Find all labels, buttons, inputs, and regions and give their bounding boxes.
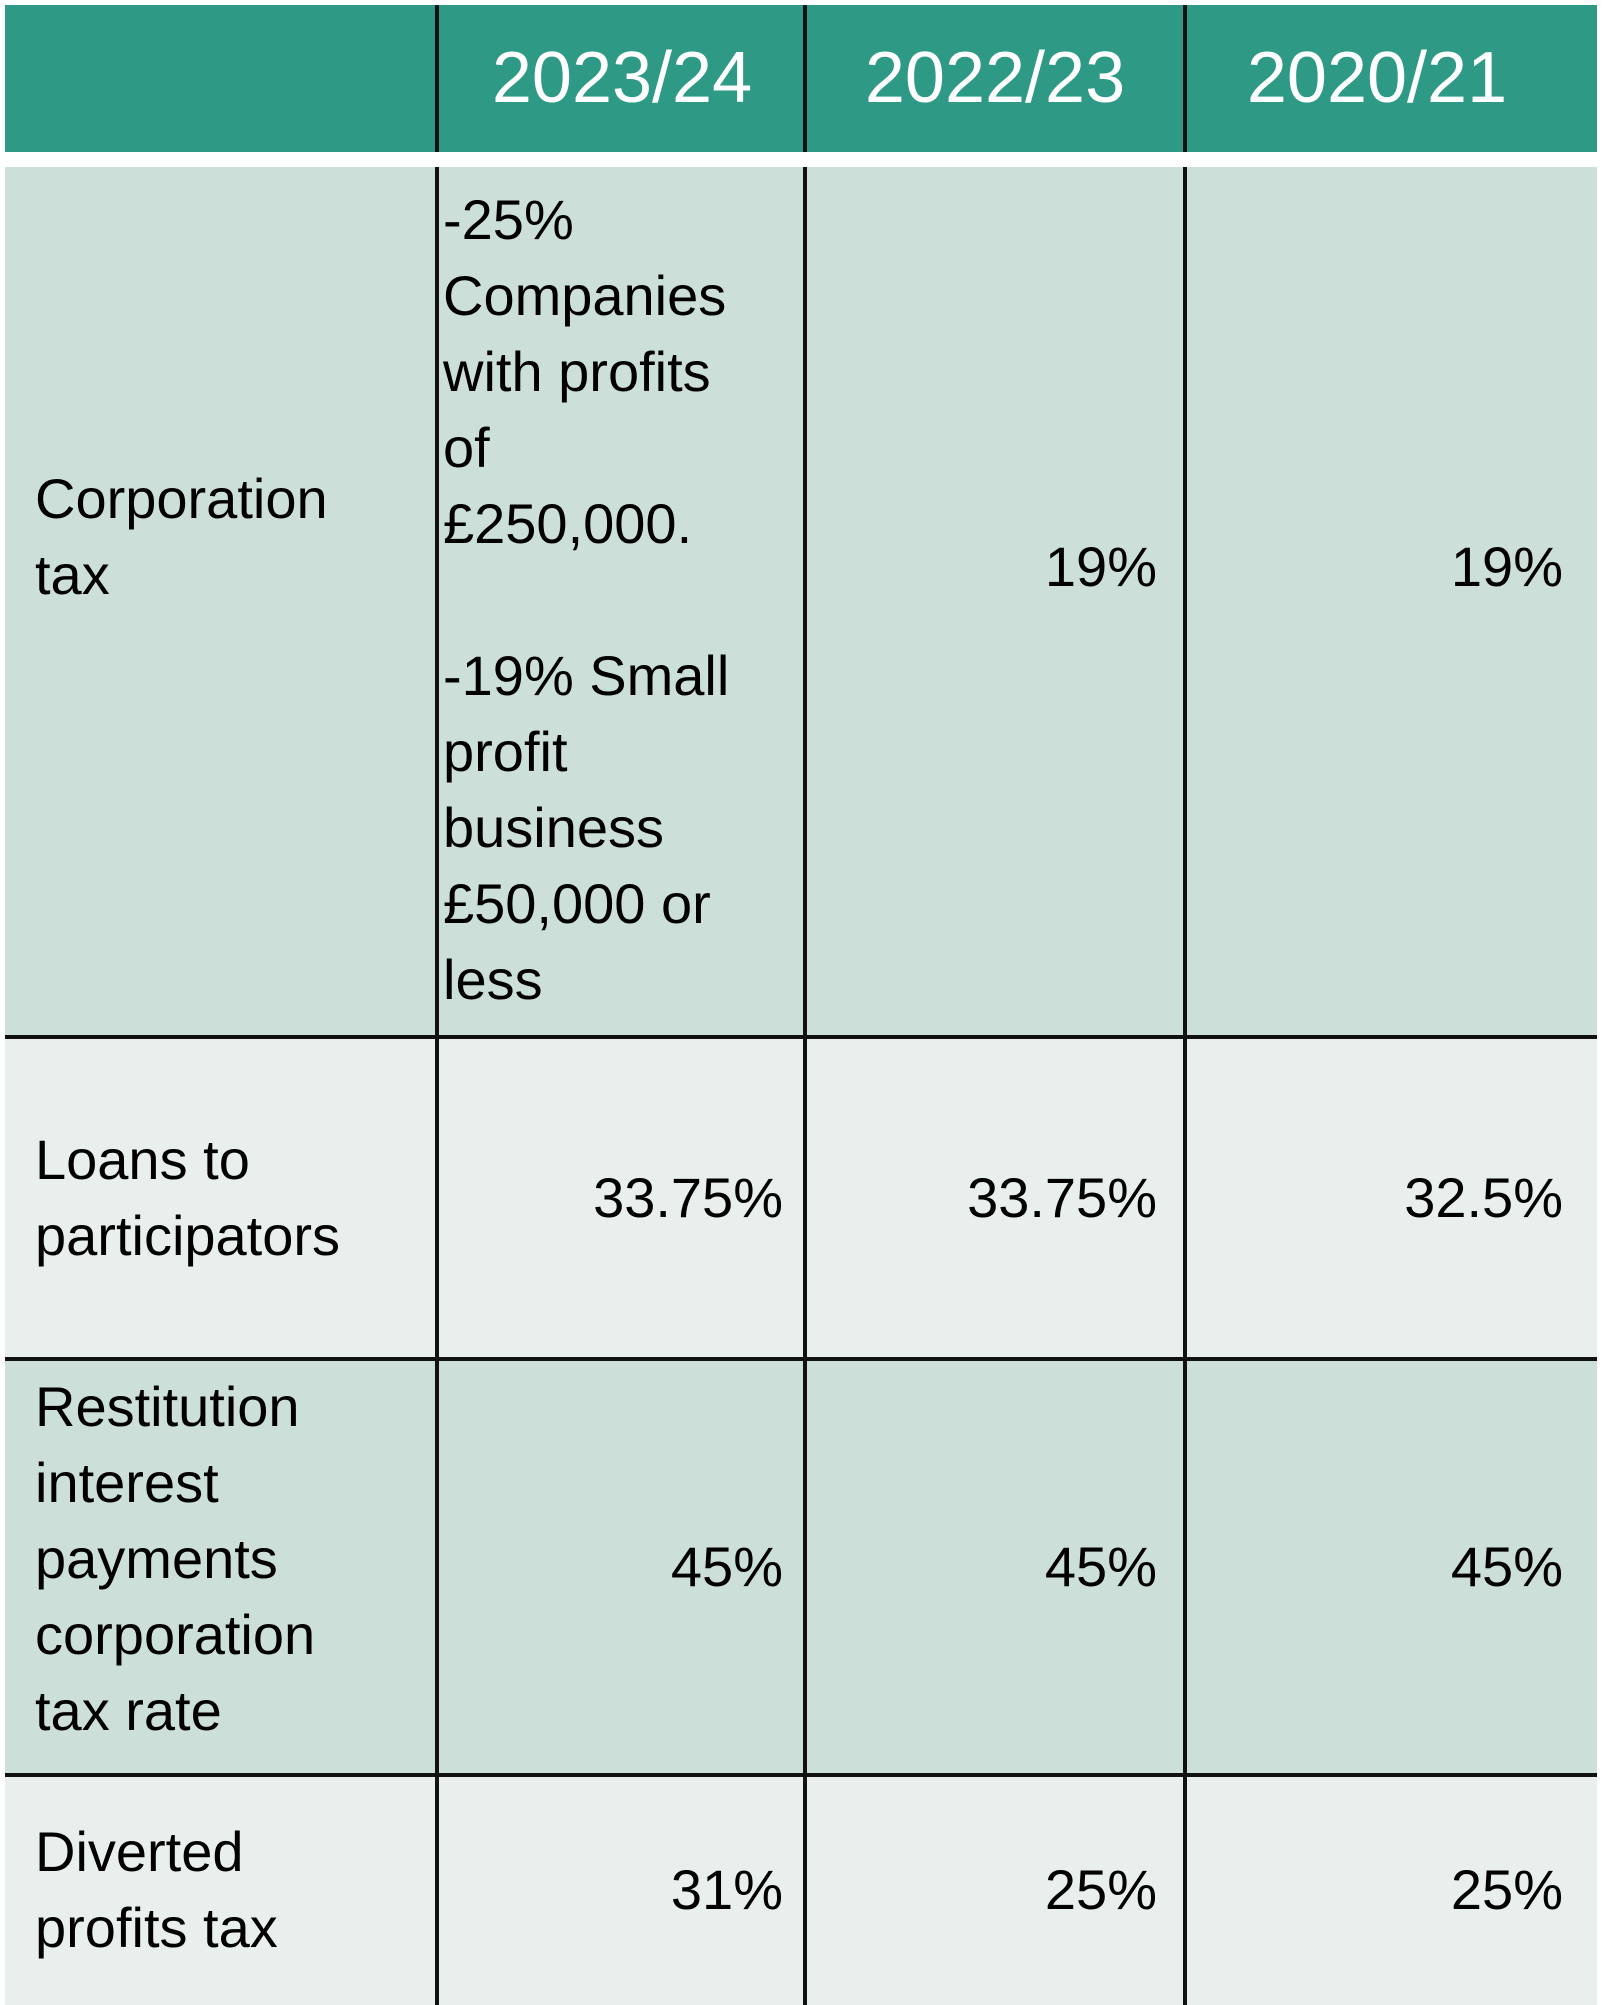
cell-value: 19% [1044,535,1157,598]
label-line: profits tax [35,1896,278,1959]
cell-line: of [443,416,490,479]
table-row [5,1037,1597,1359]
cell-line: profit [443,720,568,783]
cell-line: -25% [443,188,574,251]
label-line: Restitution [35,1375,300,1438]
cell-line: -19% Small [443,644,730,707]
label-line: Loans to [35,1128,250,1191]
cell-value: 33.75% [967,1166,1157,1229]
cell-value: 25% [1044,1858,1157,1921]
label-line: Corporation [35,467,328,530]
cell-2022-23 [813,167,1157,967]
header-2023-24: 2023/24 [491,38,753,118]
row-divider [5,1773,1597,1777]
header-empty-cell [5,5,435,152]
label-line: participators [35,1204,341,1267]
table-row [5,1359,1597,1775]
row-divider [5,1357,1597,1361]
cell-value: 33.75% [593,1166,783,1229]
cell-value: 25% [1450,1858,1563,1921]
row-label-diverted-profits-tax [35,1775,435,2005]
row-label-corporation-tax [35,167,435,1037]
cell-2022-23 [813,1775,1157,2005]
cell-value: 31% [670,1858,783,1921]
cell-value: 32.5% [1404,1166,1563,1229]
cell-line: £250,000. [443,492,693,555]
label-line: interest [35,1451,219,1514]
cell-2023-24 [443,1359,783,1775]
cell-line: Companies [443,264,727,327]
cell-line: £50,000 or [443,872,711,935]
header-2022-23: 2022/23 [864,38,1126,118]
column-divider [803,167,807,2005]
row-label-restitution-interest [35,1369,435,1749]
header-gap [5,152,1597,167]
cell-2020-21 [1193,1037,1563,1359]
cell-2023-24 [443,182,783,1018]
cell-2022-23 [813,1037,1157,1359]
label-line: corporation [35,1603,316,1666]
cell-2022-23 [813,1359,1157,1775]
cell-2020-21 [1193,1775,1563,2005]
cell-2023-24 [443,1775,783,2005]
cell-line [443,562,783,638]
label-line: payments [35,1527,278,1590]
header-divider [1183,5,1187,152]
cell-line: business [443,796,665,859]
label-line: tax rate [35,1679,222,1742]
cell-2023-24 [443,1037,783,1359]
cell-value: 45% [670,1535,783,1598]
table-header [5,5,1597,152]
cell-value: 45% [1044,1535,1157,1598]
row-label-loans-to-participators [35,1037,435,1359]
column-divider [1183,167,1187,2005]
header-divider [435,5,439,152]
label-line: tax [35,543,110,606]
row-divider [5,1035,1597,1039]
cell-line: less [443,948,543,1011]
table-row [5,1775,1597,2005]
header-divider [803,5,807,152]
header-2020-21: 2020/21 [1246,38,1508,118]
column-divider [435,167,439,2005]
cell-line: with profits [443,340,711,403]
cell-2020-21 [1193,167,1563,967]
cell-2020-21 [1193,1359,1563,1775]
cell-value: 45% [1450,1535,1563,1598]
table-row [5,167,1597,1037]
label-line: Diverted [35,1820,244,1883]
cell-value: 19% [1450,535,1563,598]
